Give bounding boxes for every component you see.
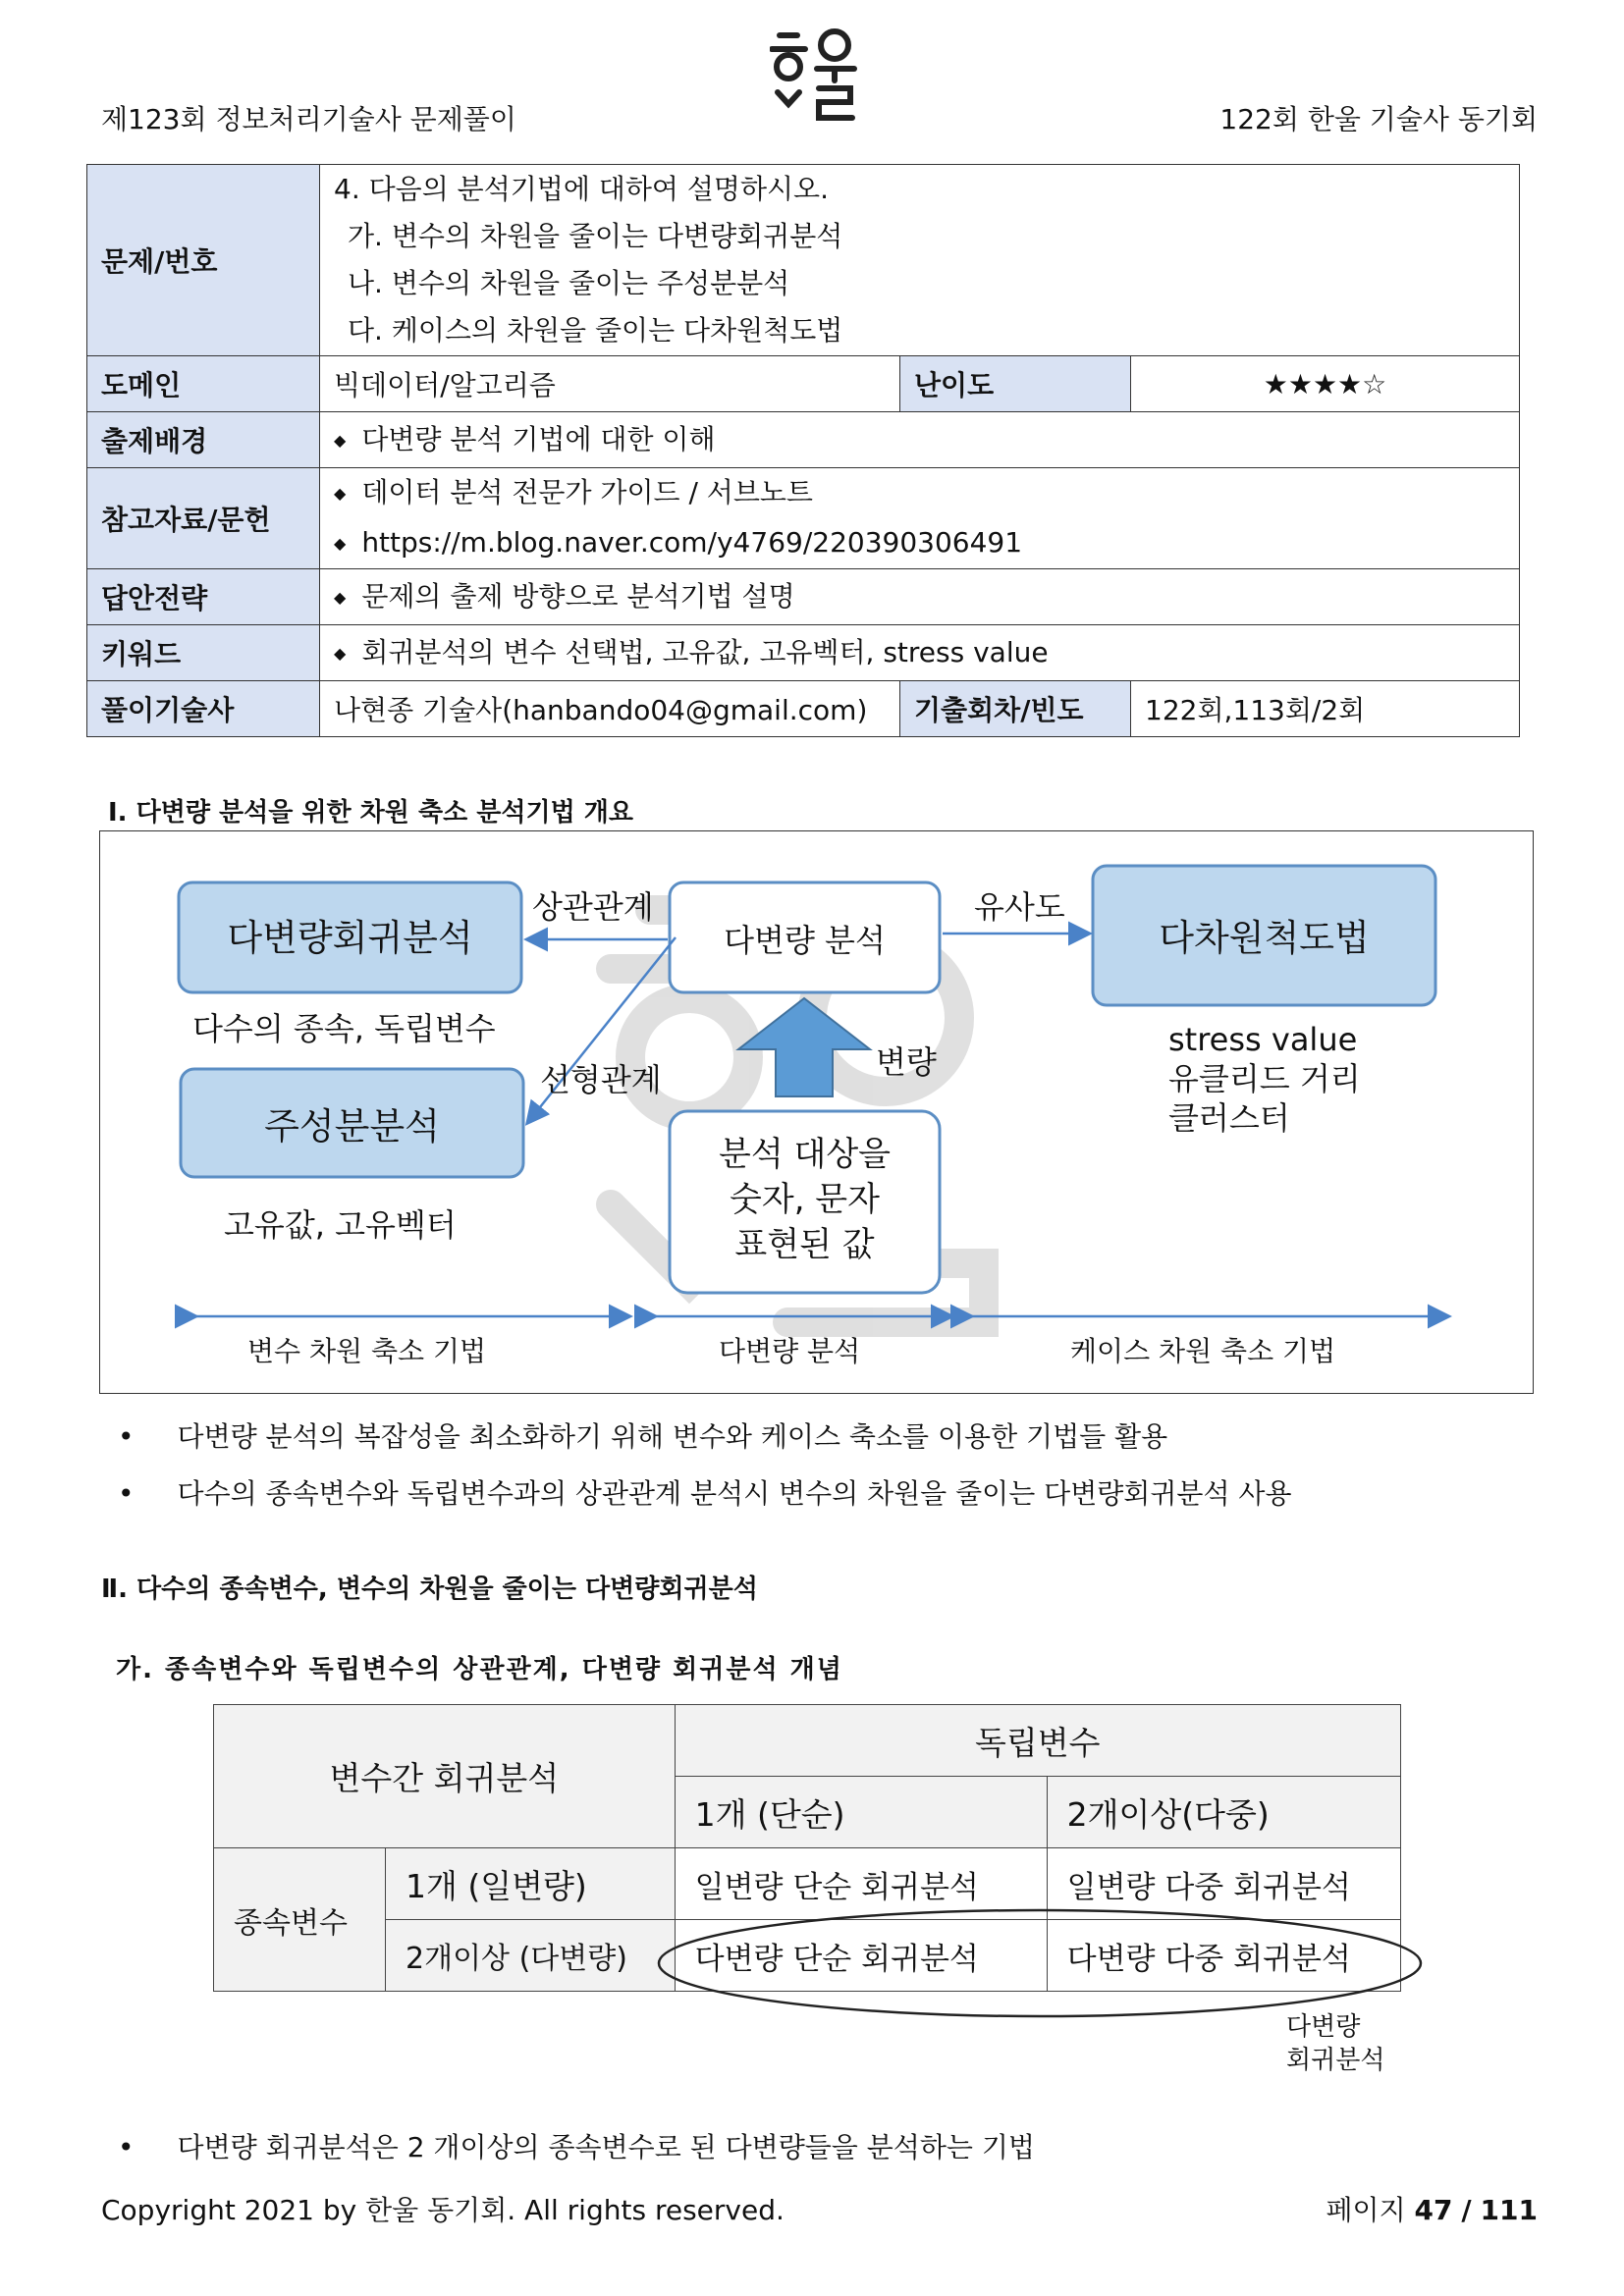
question-line: 다. 케이스의 차원을 줄이는 다차원척도법	[348, 314, 843, 347]
question-line: 나. 변수의 차원을 줄이는 주성분분석	[348, 267, 790, 299]
pca-description: 고유값, 고유벡터	[224, 1206, 457, 1244]
strategy-label: 답안전략	[87, 569, 320, 625]
header-right: 122회 한울 기술사 동기회	[1219, 103, 1538, 135]
background-value	[320, 412, 1520, 468]
section1-bullet	[118, 1472, 1292, 1512]
label-mds: 다차원척도법	[1159, 917, 1370, 959]
question-label: 문제/번호	[87, 165, 320, 356]
independent-multi: 2개이상(다중)	[1047, 1777, 1400, 1848]
range-mid-label: 다변량 분석	[719, 1335, 861, 1367]
label-center: 다변량 분석	[724, 922, 886, 959]
section2-title: Ⅱ. 다수의 종속변수, 변수의 차원을 줄이는 다변량회귀분석	[101, 1575, 758, 1604]
bullet-text: 다변량 분석의 복잡성을 최소화하기 위해 변수와 케이스 축소를 이용한 기법들 활용	[177, 1420, 1168, 1453]
page-separator: /	[1461, 2194, 1472, 2226]
page-total: 111	[1480, 2194, 1538, 2226]
bullet-text: 다수의 종속변수와 독립변수과의 상관관계 분석시 변수의 차원을 줄이는 다변량회귀분석 사용	[177, 1477, 1292, 1510]
cell-univariate-simple: 일변량 단순 회귀분석	[675, 1848, 1047, 1920]
cell-multivariate-simple: 다변량 단순 회귀분석	[675, 1920, 1047, 1992]
edge-linear: 선형관계	[540, 1061, 662, 1098]
keyword-value	[320, 625, 1520, 681]
ellipse-label-line: 회귀분석	[1286, 2046, 1385, 2075]
label-target	[670, 1132, 940, 1267]
question-info-table	[86, 164, 1520, 737]
cell-univariate-multiple: 일변량 다중 회귀분석	[1047, 1848, 1400, 1920]
strategy-text: ◆ 문제의 출제 방향으로 분석기법 설명	[334, 572, 1505, 622]
dimension-reduction-diagram	[99, 830, 1534, 1394]
strategy-value	[320, 569, 1520, 625]
keyword-label: 키워드	[87, 625, 320, 681]
domain-label: 도메인	[87, 356, 320, 412]
ellipse-label	[1286, 2010, 1384, 2077]
label-pca: 주성분분석	[264, 1105, 440, 1148]
target-line: 분석 대상을	[718, 1135, 892, 1174]
header-left: 제123회 정보처리기술사 문제풀이	[101, 103, 516, 135]
regression-corner: 변수간 회귀분석	[214, 1705, 676, 1848]
dependent-single: 1개 (일변량)	[386, 1848, 676, 1920]
author-label: 풀이기술사	[87, 681, 320, 737]
ellipse-label-line: 다변량	[1286, 2012, 1361, 2042]
difficulty-label: 난이도	[900, 356, 1131, 412]
target-line: 숫자, 문자	[730, 1180, 880, 1219]
section1-bullet	[118, 1415, 1167, 1455]
bullet-dot: •	[118, 1477, 135, 1510]
mds-desc-line: 유클리드 거리	[1168, 1060, 1361, 1097]
dependent-multi: 2개이상 (다변량)	[386, 1920, 676, 1992]
cell-multivariate-multiple: 다변량 다중 회귀분석	[1047, 1920, 1400, 1992]
author-value: 나현종 기술사(hanbando04@gmail.com)	[320, 681, 900, 737]
target-line: 표현된 값	[734, 1225, 875, 1264]
independent-header: 독립변수	[675, 1705, 1400, 1777]
range-right-label: 케이스 차원 축소 기법	[1070, 1335, 1336, 1367]
mvr-description: 다수의 종속, 독립변수	[192, 1010, 496, 1047]
mds-desc-line: 클러스터	[1168, 1099, 1290, 1137]
bullet-dot: •	[118, 2131, 135, 2163]
question-line: 4. 다음의 분석기법에 대하여 설명하시오.	[334, 173, 829, 205]
bullet-dot: •	[118, 1420, 135, 1453]
reference-item: ◆ 데이터 분석 전문가 가이드 / 서브노트	[334, 468, 1505, 518]
edge-variables: 변량	[876, 1043, 937, 1081]
edge-similarity: 유사도	[974, 888, 1065, 926]
reference-item: ◆ https://m.blog.naver.com/y4769/220390306491	[334, 518, 1505, 568]
page-number	[1326, 2189, 1538, 2228]
copyright: Copyright 2021 by 한울 동기회. All rights reserved.	[101, 2194, 785, 2226]
bullet-text: 다변량 회귀분석은 2 개이상의 종속변수로 된 다변량들을 분석하는 기법	[177, 2131, 1035, 2163]
section2-bullet	[118, 2126, 1035, 2165]
range-left-label: 변수 차원 축소 기법	[247, 1335, 487, 1367]
independent-single: 1개 (단순)	[675, 1777, 1047, 1848]
question-line: 가. 변수의 차원을 줄이는 다변량회귀분석	[348, 220, 843, 252]
keyword-text: ◆ 회귀분석의 변수 선택법, 고유값, 고유벡터, stress value	[334, 628, 1505, 678]
section1-title: Ⅰ. 다변량 분석을 위한 차원 축소 분석기법 개요	[108, 798, 634, 828]
label-mvr: 다변량회귀분석	[227, 917, 473, 959]
edge-correlation: 상관관계	[532, 888, 654, 926]
background-label: 출제배경	[87, 412, 320, 468]
mds-description	[1168, 1020, 1361, 1138]
mds-desc-line: stress value	[1168, 1021, 1358, 1058]
frequency-value: 122회,113회/2회	[1131, 681, 1520, 737]
dependent-header: 종속변수	[214, 1848, 386, 1992]
hanul-logo	[770, 27, 868, 135]
frequency-label: 기출회차/빈도	[900, 681, 1131, 737]
page-current: 47	[1414, 2194, 1453, 2226]
reference-value	[320, 468, 1520, 569]
section2-subtitle: 가. 종속변수와 독립변수의 상관관계, 다변량 회귀분석 개념	[116, 1655, 843, 1684]
question-cell	[320, 165, 1520, 356]
background-text: ◆ 다변량 분석 기법에 대한 이해	[334, 415, 1505, 465]
domain-value: 빅데이터/알고리즘	[320, 356, 900, 412]
reference-label: 참고자료/문헌	[87, 468, 320, 569]
page-prefix: 페이지	[1326, 2194, 1406, 2226]
difficulty-stars: ★★★★☆	[1131, 356, 1520, 412]
